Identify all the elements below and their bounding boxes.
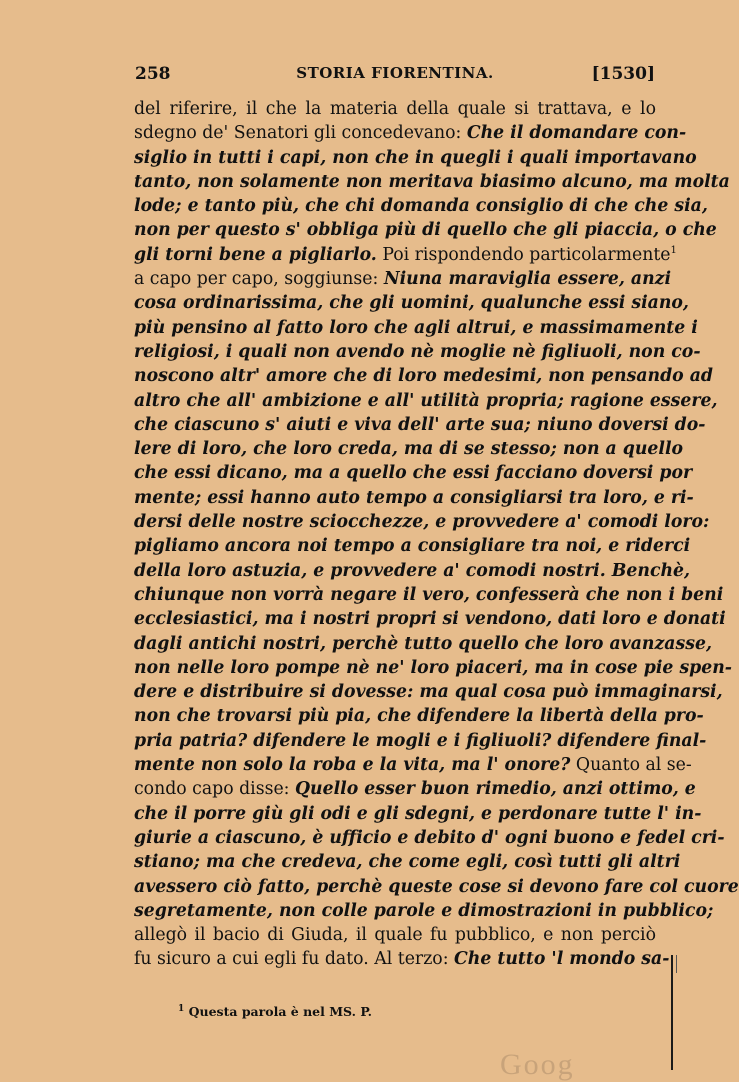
body-text bbox=[134, 97, 739, 972]
text-line: del riferire, il che la materia della quale si trattava, e lo bbox=[134, 99, 656, 119]
text-line: mente non solo la roba e la vita, ma l' onore? Quanto al se- bbox=[134, 755, 692, 776]
text-line: dere e distribuire si dovesse: ma qual cosa può immaginarsi, bbox=[134, 682, 723, 703]
footnote-mark: 1 bbox=[178, 1004, 185, 1014]
text-line: giurie a ciascuno, è ufficio e debito d' ogni buono e fedel cri- bbox=[134, 827, 725, 848]
text-line: più pensino al fatto loro che agli altrui, e massimamente i bbox=[134, 317, 698, 338]
text-line: religiosi, i quali non avendo nè moglie nè figliuoli, non co- bbox=[134, 341, 701, 362]
text-line: a capo per capo, soggiunse: Niuna maraviglia essere, anzi bbox=[134, 269, 672, 290]
footnote-text: Questa parola è nel MS. P. bbox=[188, 1004, 373, 1020]
running-title: STORIA FIORENTINA. bbox=[296, 64, 494, 82]
text-line: tanto, non solamente non meritava biasimo alcuno, ma molta bbox=[134, 171, 730, 192]
text-line: stiano; ma che credeva, che come egli, così tutti gli altri bbox=[134, 852, 681, 873]
text-line: siglio in tutti i capi, non che in quegli i quali importavano bbox=[134, 147, 697, 168]
text-line: altro che all' ambizione e all' utilità propria; ragione essere, bbox=[134, 390, 718, 411]
text-line: avessero ciò fatto, perchè queste cose si devono fare col cuore bbox=[134, 876, 739, 897]
watermark: Goog bbox=[500, 1048, 575, 1081]
year-marker: [1530] bbox=[591, 64, 655, 84]
page-number: 258 bbox=[135, 64, 171, 84]
page-edge-mark bbox=[676, 955, 677, 973]
text-line: della loro astuzia, e provvedere a' comodi nostri. Benchè, bbox=[134, 560, 691, 581]
text-line: sdegno de' Senatori gli concedevano: Che il domandare con- bbox=[134, 123, 687, 144]
text-line: segretamente, non colle parole e dimostrazioni in pubblico; bbox=[134, 900, 714, 921]
page-edge-line bbox=[671, 955, 673, 1070]
text-line: che essi dicano, ma a quello che essi facciano doversi por bbox=[134, 463, 693, 484]
text-line: dersi delle nostre sciocchezze, e provvedere a' comodi loro: bbox=[134, 512, 710, 533]
text-line: allegò il bacio di Giuda, il quale fu pubblico, e non perciò bbox=[134, 925, 656, 946]
text-line: non nelle loro pompe nè ne' loro piaceri, ma in cose pie spen- bbox=[134, 657, 732, 678]
text-line: pigliamo ancora noi tempo a consigliare tra noi, e riderci bbox=[134, 536, 691, 557]
text-line: fu sicuro a cui egli fu dato. Al terzo: Che tutto 'l mondo sa- bbox=[134, 949, 670, 970]
text-line: non per questo s' obbliga più di quello che gli piaccia, o che bbox=[134, 220, 717, 241]
text-line: gli torni bene a pigliarlo. Poi rispondendo particolarmente$^1$ bbox=[134, 244, 677, 265]
text-line: cosa ordinarissima, che gli uomini, qualunche essi siano, bbox=[134, 293, 689, 314]
text-line: pria patria? difendere le mogli e i figliuoli? difendere final- bbox=[134, 730, 707, 751]
text-line: che il porre giù gli odi e gli sdegni, e perdonare tutte l' in- bbox=[134, 803, 702, 824]
text-line: ecclesiastici, ma i nostri propri si vendono, dati loro e donati bbox=[134, 609, 726, 630]
text-line: chiunque non vorrà negare il vero, confesserà che non i beni bbox=[134, 584, 724, 605]
text-line: lere di loro, che loro creda, ma di se stesso; non a quello bbox=[134, 439, 684, 460]
page-header bbox=[135, 64, 655, 90]
text-line: noscono altr' amore che di loro medesimi, non pensando ad bbox=[134, 366, 714, 387]
text-line: non che trovarsi più pia, che difendere la libertà della pro- bbox=[134, 706, 704, 727]
text-line: dagli antichi nostri, perchè tutto quello che loro avanzasse, bbox=[134, 633, 712, 654]
text-line: che ciascuno s' aiuti e viva dell' arte sua; niuno doversi do- bbox=[134, 414, 706, 435]
text-line: condo capo disse: Quello esser buon rimedio, anzi ottimo, e bbox=[134, 779, 696, 800]
footnote bbox=[178, 1004, 372, 1019]
text-line: mente; essi hanno auto tempo a consigliarsi tra loro, e ri- bbox=[134, 487, 694, 508]
text-line: lode; e tanto più, che chi domanda consiglio di che che sia, bbox=[134, 196, 708, 217]
